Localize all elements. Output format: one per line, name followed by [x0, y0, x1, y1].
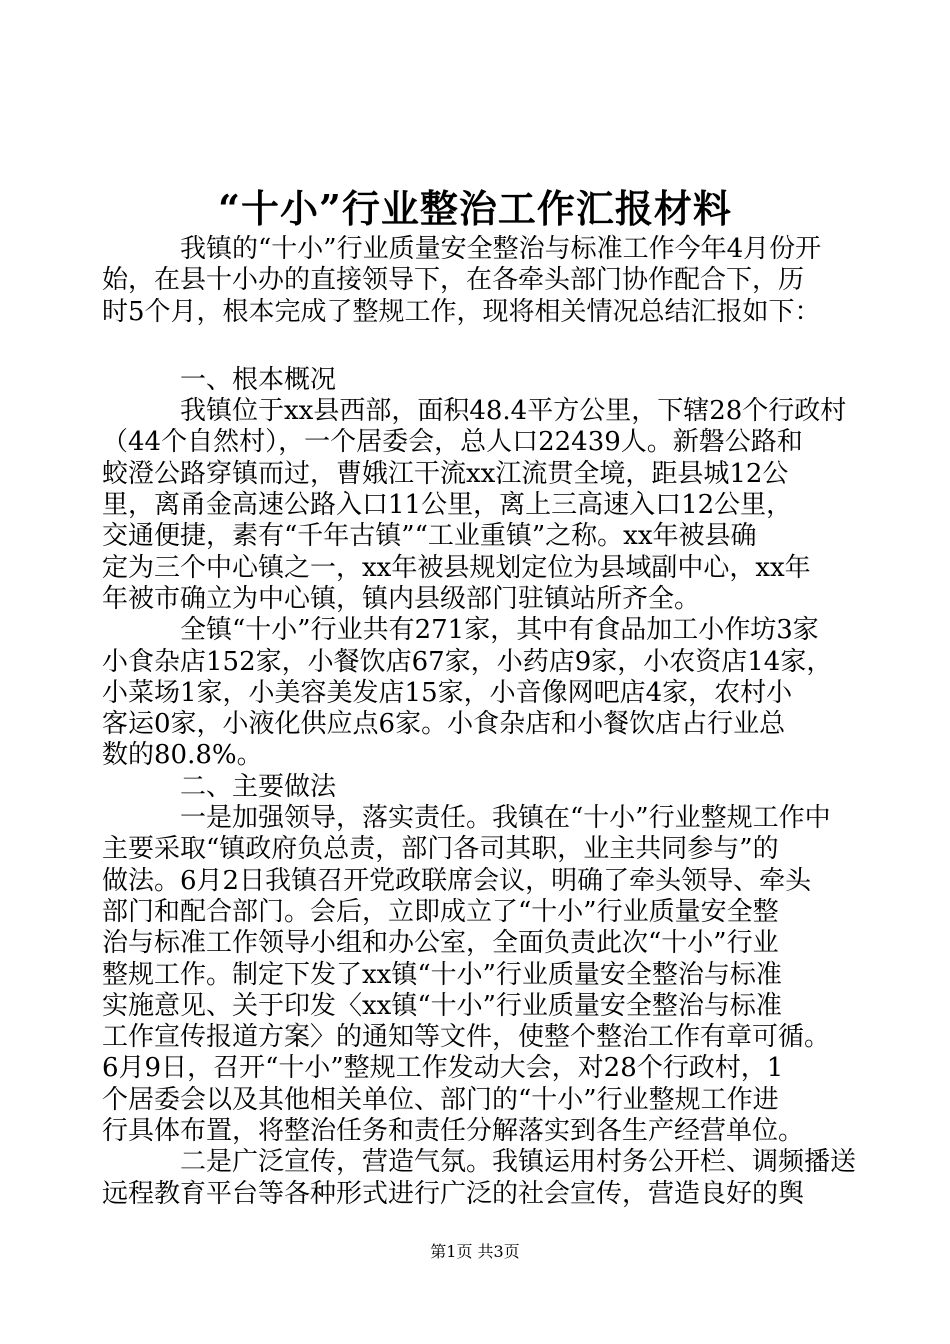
text-line: 个居委会以及其他相关单位、部门的“十小”行业整规工作进: [102, 1084, 779, 1115]
text-line: 全镇“十小”行业共有271家，其中有食品加工小作坊3家: [180, 615, 819, 646]
text-line: 蛟澄公路穿镇而过，曹娥江干流xx江流贯全境，距县城12公: [102, 458, 789, 489]
text-line: 交通便捷，素有“千年古镇”“工业重镇”之称。xx年被县确: [102, 521, 757, 552]
text-line: 我镇的“十小”行业质量安全整治与标准工作今年4月份开: [180, 234, 822, 264]
text-line: 实施意见、关于印发〈xx镇“十小”行业质量安全整治与标准: [102, 990, 782, 1021]
text-line: 我镇位于xx县西部，面积48.4平方公里，下辖28个行政村: [180, 396, 847, 427]
text-line: 小菜场1家，小美容美发店15家，小音像网吧店4家，农村小: [102, 677, 793, 708]
text-line: 定为三个中心镇之一，xx年被县规划定位为县域副中心，xx年: [102, 552, 811, 583]
document-title: “十小”行业整治工作汇报材料: [218, 186, 732, 231]
text-line: 小食杂店152家，小餐饮店67家，小药店9家，小农资店14家，: [102, 646, 833, 677]
text-line: 数的80.8%。: [102, 740, 263, 771]
text-line: 时5个月，根本完成了整规工作，现将相关情况总结汇报如下：: [102, 296, 821, 327]
section-heading: 一、根本概况: [180, 364, 337, 395]
paragraph-spacer: [102, 328, 862, 365]
text-line: 主要采取“镇政府负总责，部门各司其职，业主共同参与”的: [102, 834, 779, 865]
text-line: （44个自然村），一个居委会，总人口22439人。新磐公路和: [102, 427, 803, 458]
text-line: 做法。6月2日我镇召开党政联席会议，明确了牵头领导、牵头: [102, 865, 812, 896]
text-line: 治与标准工作领导小组和办公室，全面负责此次“十小”行业: [102, 928, 779, 959]
text-line: 行具体布置，将整治任务和责任分解落实到各生产经营单位。: [102, 1116, 805, 1147]
document-body: [102, 234, 862, 1210]
text-line: 部门和配合部门。会后，立即成立了“十小”行业质量安全整: [102, 896, 779, 927]
text-line: 远程教育平台等各种形式进行广泛的社会宣传，营造良好的舆: [102, 1178, 805, 1209]
text-line: 二是广泛宣传，营造气氛。我镇运用村务公开栏、调频播送: [180, 1147, 857, 1178]
section-heading: 二、主要做法: [180, 771, 337, 802]
page-footer: 第1页 共3页: [430, 1242, 520, 1261]
text-line: 6月9日，召开“十小”整规工作发动大会，对28个行政村，1: [102, 1053, 784, 1084]
text-line: 客运0家，小液化供应点6家。小食杂店和小餐饮店占行业总: [102, 709, 786, 740]
text-line: 一是加强领导，落实责任。我镇在“十小”行业整规工作中: [180, 803, 831, 834]
text-line: 年被市确立为中心镇，镇内县级部门驻镇站所齐全。: [102, 583, 701, 614]
text-line: 工作宣传报道方案〉的通知等文件，使整个整治工作有章可循。: [102, 1022, 831, 1053]
text-line: 整规工作。制定下发了xx镇“十小”行业质量安全整治与标准: [102, 959, 782, 990]
text-line: 里，离甬金高速公路入口11公里，离上三高速入口12公里，: [102, 490, 793, 521]
text-line: 始，在县十小办的直接领导下，在各牵头部门协作配合下，历: [102, 265, 805, 296]
